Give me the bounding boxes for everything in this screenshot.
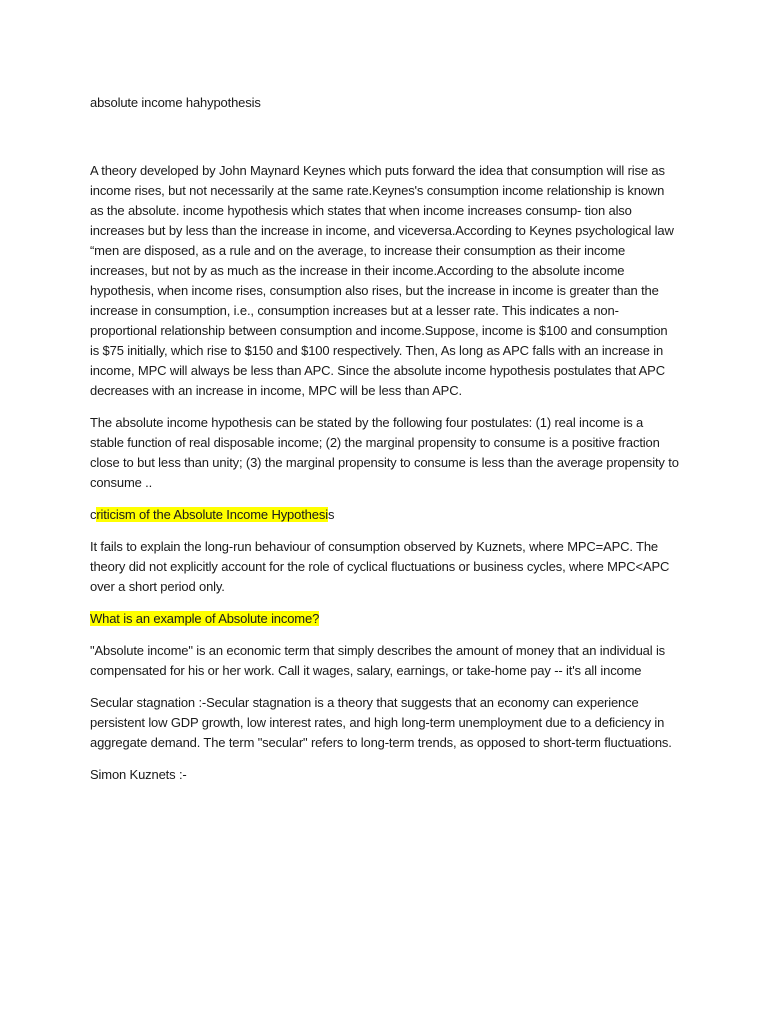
document-body	[90, 93, 680, 785]
example-answer-paragraph: "Absolute income" is an economic term that simply describes the amount of money that an individual is compensated for his or her work. Call it wages, salary, earnings, or take-home pay -- it's all income	[90, 643, 666, 678]
criticism-heading-highlight: riticism of the Absolute Income Hypothesi	[96, 507, 328, 522]
example-question	[90, 609, 680, 629]
secular-stagnation-paragraph: Secular stagnation :-Secular stagnation is a theory that suggests that an economy can experience persistent low GDP growth, low interest rates, and high long-term unemployment due to a deficiency in aggregate demand. The term "secular" refers to long-term trends, as opposed to short-term fluctuations.	[90, 695, 672, 750]
criticism-heading-suffix: s	[327, 507, 335, 522]
document-title: absolute income hahypothesis	[90, 95, 261, 110]
intro-paragraph: A theory developed by John Maynard Keynes which puts forward the idea that consumption will rise as income rises, but not necessarily at the same rate.Keynes's consumption income relationship is known as the absolute. income hypothesis which states that when income increases consump- tion also increases but by less than the increase in income, and viceversa.According to Keynes psychological law “men are disposed, as a rule and on the average, to increase their consumption as their income increases, but not by as much as the increase in their income.According to the absolute income hypothesis, when income rises, consumption also rises, but the increase in income is greater than the increase in consumption, i.e., consumption increases but at a lesser rate. This indicates a non-proportional relationship between consumption and income.Suppose, income is $100 and consumption is $75 initially, which rise to $150 and $100 respectively. Then, As long as APC falls with an increase in income, MPC will always be less than APC. Since the absolute income hypothesis postulates that APC decreases with an increase in income, MPC will be less than APC.	[90, 163, 674, 398]
criticism-paragraph: It fails to explain the long-run behaviour of consumption observed by Kuznets, where MPC=APC. The theory did not explicitly account for the role of cyclical fluctuations or business cycles, where MPC<APC over a short period only.	[90, 539, 670, 594]
example-question-highlight: What is an example of Absolute income?	[90, 611, 320, 626]
criticism-heading-prefix: c	[90, 507, 97, 522]
criticism-heading	[90, 505, 680, 525]
postulates-paragraph: The absolute income hypothesis can be stated by the following four postulates: (1) real income is a stable function of real disposable income; (2) the marginal propensity to consume is a positive fraction close to but less than unity; (3) the marginal propensity to consume is less than the average propensity to consume ..	[90, 415, 679, 490]
simon-kuznets-heading: Simon Kuznets :-	[90, 767, 187, 782]
